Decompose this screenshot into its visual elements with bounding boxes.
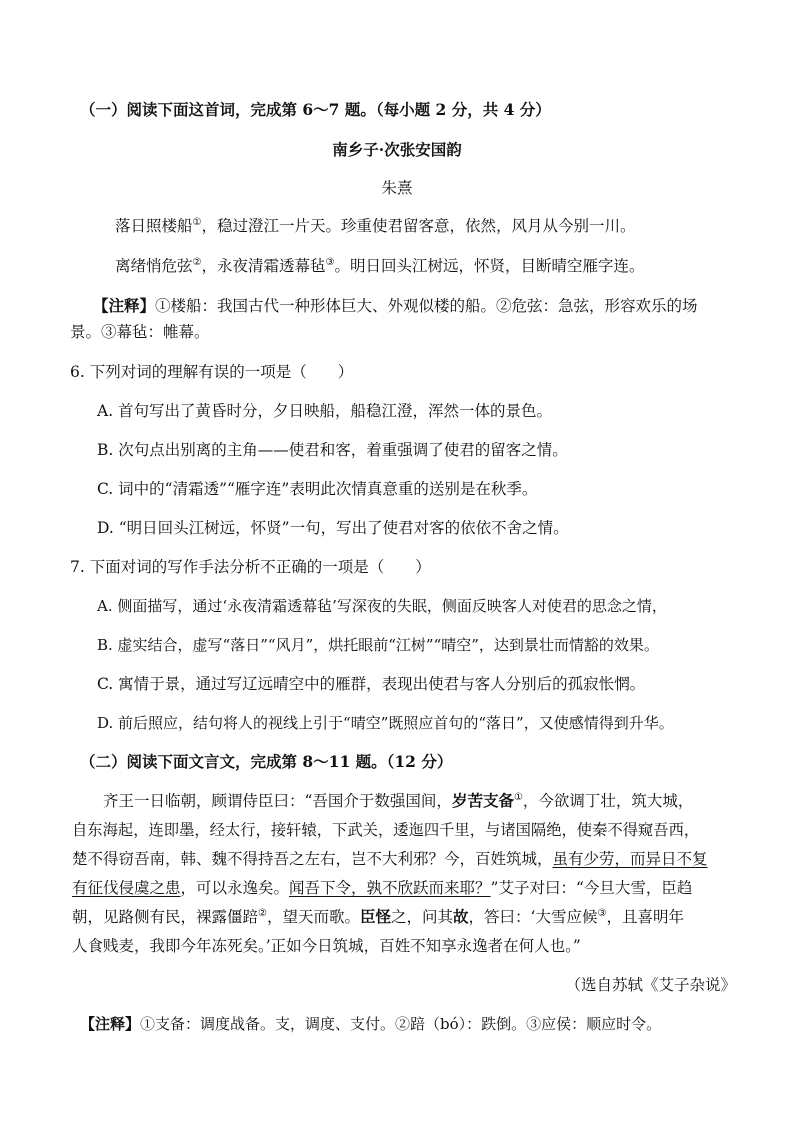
question-7-stem: 7. 下面对词的写作手法分析不正确的一项是（ ） <box>70 558 431 576</box>
keyword-guai: 臣怪 <box>360 907 392 926</box>
footnote-mark: ① <box>192 216 202 228</box>
passage-notes: 【注释】①支备：调度战备。支，调度、支付。②踣（bó）：跌倒。③应侯：顺应时令。 <box>80 1015 662 1033</box>
keyword-suibei: 岁苦支备 <box>451 791 514 810</box>
footnote-mark: ② <box>192 256 202 268</box>
footnote-mark: ③ <box>597 907 607 919</box>
passage-line-4: 有征伐侵虞之患，可以永逸矣。闻吾下令，孰不欣跃而来耶？”艾子对曰：“今旦大雪，臣趋 <box>72 879 693 897</box>
passage-line-6: 人食贱麦，我即今年冻死矣。’正如今日筑城，百姓不知享永逸者在何人也。” <box>72 937 581 955</box>
section1-heading: （一）阅读下面这首词，完成第 6～7 题。（每小题 2 分，共 4 分） <box>80 100 551 119</box>
keyword-gu: 故 <box>453 907 469 926</box>
passage-line-3: 楚不得窃吾南，韩、魏不得持吾之左右，岂不大利邪？今，百姓筑城，虽有少劳，而异日不复 <box>72 850 708 868</box>
footnote-mark: ① <box>513 791 523 803</box>
underlined-sentence: 虽有少劳，而异日不复 <box>552 850 708 868</box>
footnote-mark: ② <box>258 907 267 919</box>
question-7-option-b: B. 虚实结合，虚写“落日”“风月”，烘托眼前“江树”“晴空”，达到景壮而情豁的效果。 <box>97 636 659 654</box>
poem-notes-line1: 【注释】①楼船：我国古代一种形体巨大、外观似楼的船。②危弦：急弦，形容欢乐的场 <box>93 296 698 315</box>
poem-notes-line2: 景。③幕毡：帷幕。 <box>70 323 210 341</box>
poem-stanza-2: 离绪悄危弦②，永夜清霜透幕毡③。明日回头江树远，怀贤，目断晴空雁字连。 <box>115 256 645 275</box>
question-6-option-c: C. 词中的“清霜透”“雁字连”表明此次情真意重的送别是在秋季。 <box>97 480 538 498</box>
passage-line-2: 自东海起，连即墨，经太行，接轩辕，下武关，逶迤四千里，与诸国隔绝，使秦不得窥吾西， <box>72 821 700 839</box>
question-7-option-a: A. 侧面描写，通过‘永夜清霜透幕毡’写深夜的失眠，侧面反映客人对使君的思念之情， <box>97 597 667 615</box>
question-7-option-c: C. 寓情于景，通过写辽远晴空中的雁群，表现出使君与客人分别后的孤寂怅惘。 <box>97 675 646 693</box>
poem-stanza-1: 落日照楼船①，稳过澄江一片天。珍重使君留客意，依然，风月从今别一川。 <box>115 216 636 235</box>
section2-heading: （二）阅读下面文言文，完成第 8～11 题。（12 分） <box>80 752 453 771</box>
note-label: 【注释】 <box>93 296 156 315</box>
passage-line-5: 朝，见路侧有民，裸露僵踣②，望天而歌。臣怪之，问其故，答曰：‘大雪应候③，且喜明年 <box>72 907 684 926</box>
footnote-mark: ③ <box>325 256 335 268</box>
poem-author: 朱熹 <box>381 179 413 197</box>
note-label: 【注释】 <box>80 1015 141 1033</box>
poem-title: 南乡子·次张安国韵 <box>332 140 462 159</box>
passage-line-1: 齐王一日临朝，顾谓侍臣曰：“吾国介于数强国间，岁苦支备①，今欲调丁壮，筑大城， <box>103 791 694 810</box>
underlined-sentence: 有征伐侵虞之患 <box>72 879 181 897</box>
question-6-option-d: D. “明日回头江树远，怀贤”一句，写出了使君对客的依依不舍之情。 <box>97 519 569 537</box>
question-7-option-d: D. 前后照应，结句将人的视线上引于“晴空”既照应首句的“落日”，又使感情得到升华。 <box>97 714 674 732</box>
question-6-stem: 6. 下列对词的理解有误的一项是（ ） <box>70 363 354 381</box>
underlined-question: 闻吾下令，孰不欣跃而来耶？ <box>289 879 491 897</box>
question-6-option-a: A. 首句写出了黄昏时分，夕日映船，船稳江澄，浑然一体的景色。 <box>97 402 553 420</box>
question-6-option-b: B. 次句点出别离的主角——使君和客，着重强调了使君的留客之情。 <box>97 441 568 459</box>
passage-source: （选自苏轼《艾子杂说》 <box>565 976 736 994</box>
